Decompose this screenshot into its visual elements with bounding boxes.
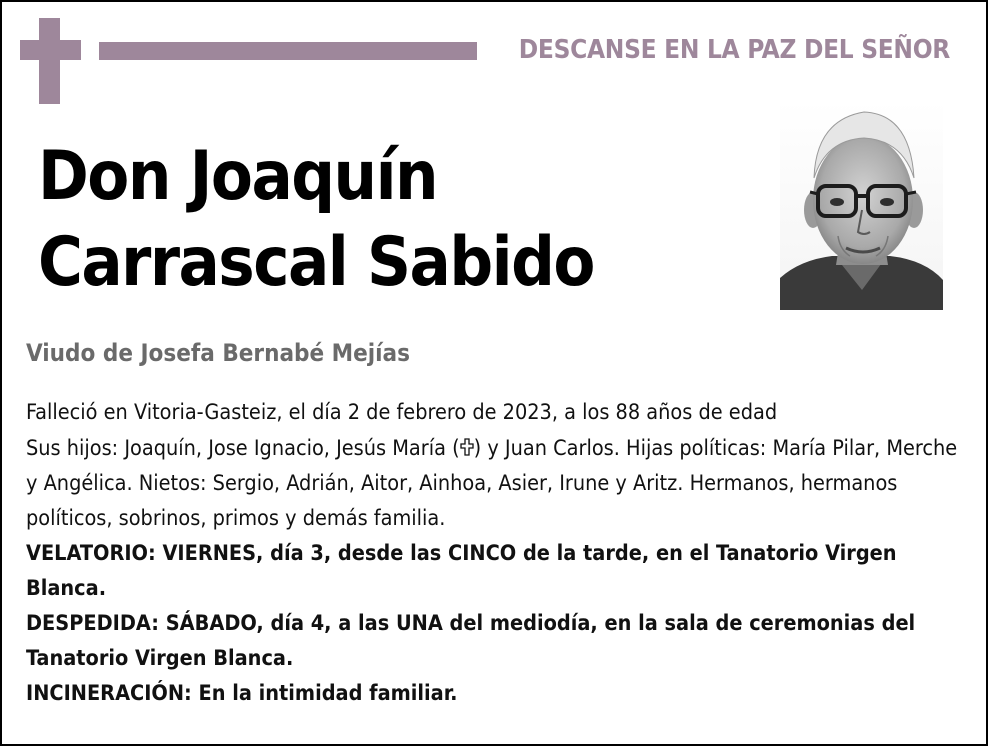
family-list-part-1: Sus hijos: Joaquín, Jose Ignacio, Jesús María ( <box>26 436 460 461</box>
header-bar <box>99 42 477 60</box>
deceased-name <box>38 134 594 306</box>
wake-info <box>26 536 966 606</box>
notice-body <box>26 395 966 711</box>
name-line-1: Don Joaquín <box>38 137 438 216</box>
family-list <box>26 431 966 536</box>
header-title: DESCANSE EN LA PAZ DEL SEÑOR <box>518 35 950 65</box>
cremation-info <box>26 676 966 711</box>
cross-icon-horizontal <box>20 40 81 60</box>
farewell-info <box>26 606 966 676</box>
wake-text: VELATORIO: VIERNES, día 3, desde las CINCO de la tarde, en el Tanatorio Virgen Blanca. <box>26 541 897 601</box>
cross-icon-vertical <box>39 18 60 104</box>
widow-line: Viudo de Josefa Bernabé Mejías <box>26 339 410 367</box>
family-list-part-2: ) y Juan Carlos. Hijas políticas: María Pilar, Merche y Angélica. Nietos: Sergio, Adrián, Aitor, Ainhoa, Asier, Irune y Aritz. Hermanos, hermanos políticos, sobrinos, primos y demás familia. <box>26 436 958 531</box>
name-line-2: Carrascal Sabido <box>38 223 594 302</box>
portrait-photo <box>780 100 943 310</box>
cross-icon <box>460 438 474 456</box>
death-notice: Falleció en Vitoria-Gasteiz, el día 2 de febrero de 2023, a los 88 años de edad <box>26 400 778 425</box>
farewell-text: DESPEDIDA: SÁBADO, día 4, a las UNA del mediodía, en la sala de ceremonias del Tanatorio Virgen Blanca. <box>26 611 916 671</box>
cremation-text: INCINERACIÓN: En la intimidad familiar. <box>26 681 458 706</box>
